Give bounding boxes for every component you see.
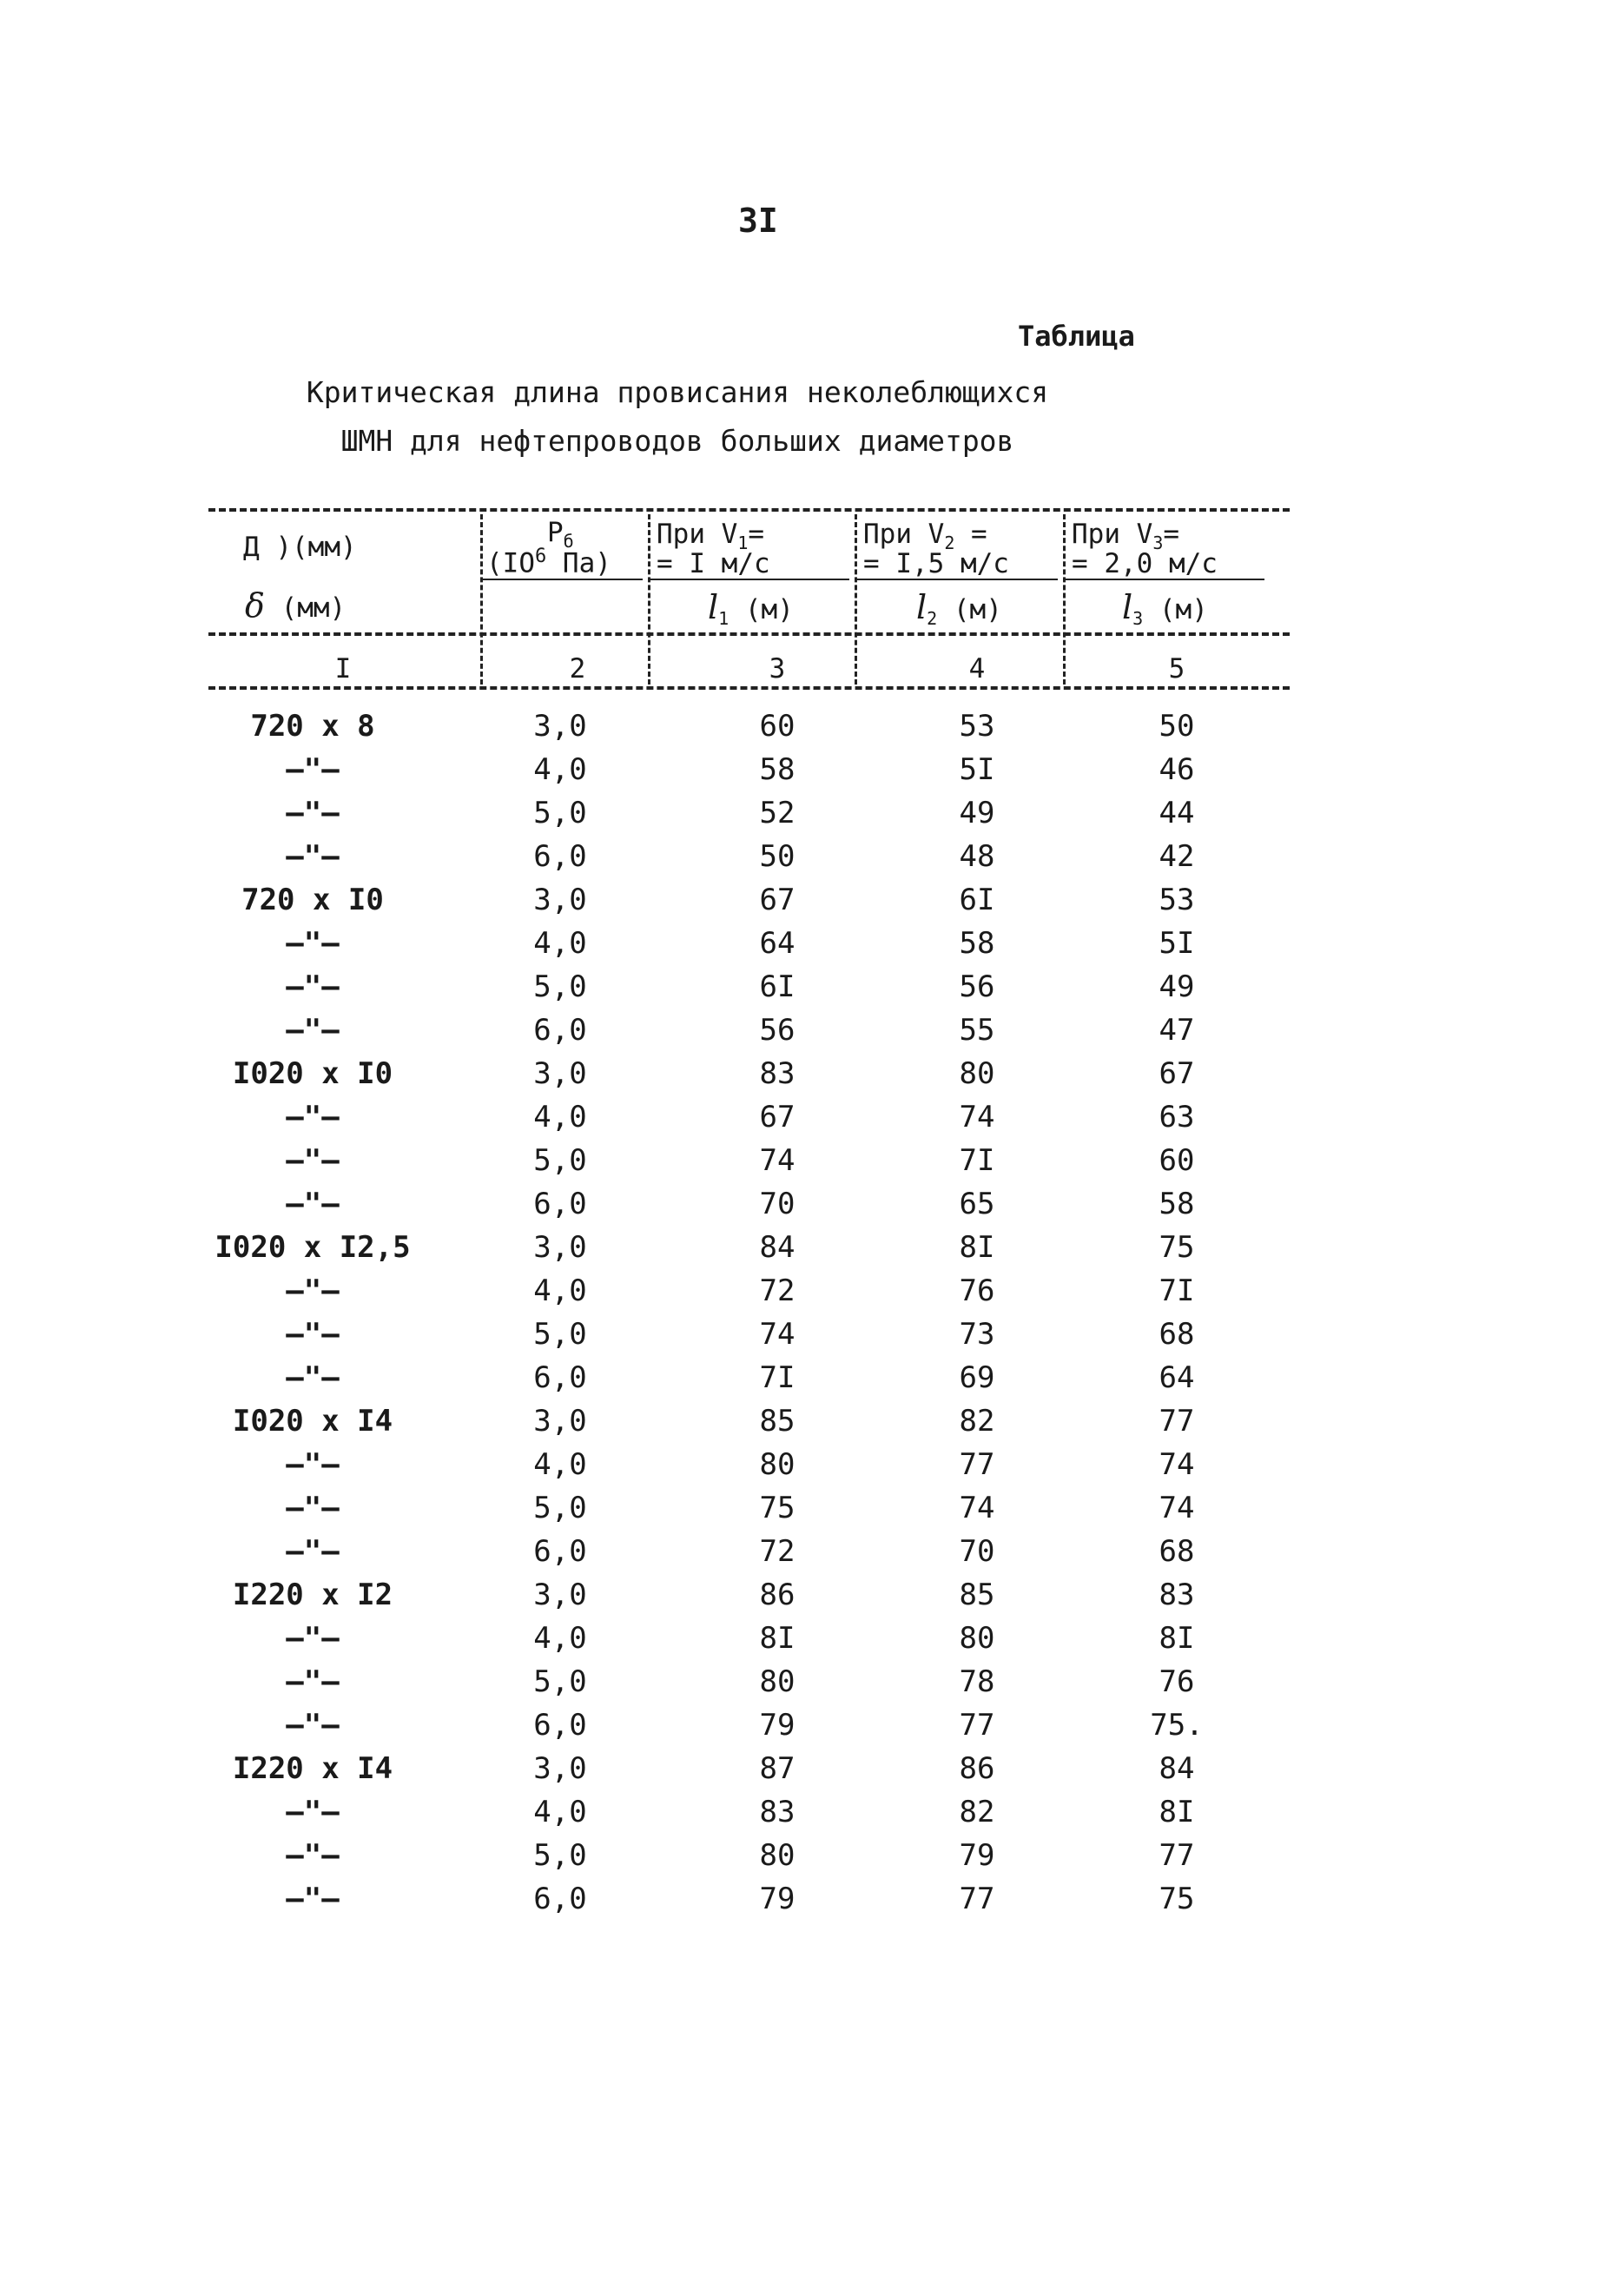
col3-velocity-label: При V bbox=[657, 519, 738, 550]
header-diameter-label: Д )(мм) bbox=[243, 532, 357, 563]
length-l2-cell: 56 bbox=[959, 969, 995, 1004]
pipe-size-cell: –"– bbox=[286, 1838, 340, 1873]
header-col4-length bbox=[916, 588, 1002, 630]
length-l2-cell: 80 bbox=[959, 1621, 995, 1656]
length-l1-cell: 67 bbox=[759, 1100, 795, 1134]
length-l1-cell: 6I bbox=[759, 969, 795, 1004]
pressure-cell: 3,0 bbox=[533, 1578, 587, 1612]
pressure-cell: 3,0 bbox=[533, 1230, 587, 1265]
length-l1-cell: 84 bbox=[759, 1230, 795, 1265]
length-l3-cell: 74 bbox=[1159, 1447, 1195, 1482]
pressure-cell: 3,0 bbox=[533, 883, 587, 917]
pressure-cell: 4,0 bbox=[533, 1100, 587, 1134]
col5-l-symbol: l bbox=[1122, 588, 1133, 626]
table-body bbox=[0, 705, 1624, 1922]
length-l1-cell: 85 bbox=[759, 1404, 795, 1439]
length-l1-cell: 64 bbox=[759, 926, 795, 961]
length-l1-cell: 83 bbox=[759, 1795, 795, 1829]
table-row bbox=[0, 1096, 1624, 1140]
pressure-unit-exp: 6 bbox=[535, 546, 547, 567]
col3-velocity-sub: 1 bbox=[737, 533, 749, 554]
length-l1-cell: 80 bbox=[759, 1838, 795, 1873]
column-number-5: 5 bbox=[1168, 653, 1185, 685]
col3-l-symbol: l bbox=[708, 588, 719, 626]
pressure-cell: 3,0 bbox=[533, 1056, 587, 1091]
table-row bbox=[0, 1009, 1624, 1053]
table-row bbox=[0, 1053, 1624, 1096]
pipe-size-cell: 720 x 8 bbox=[250, 709, 375, 744]
pressure-cell: 6,0 bbox=[533, 1708, 587, 1743]
length-l1-cell: 86 bbox=[759, 1578, 795, 1612]
length-l2-cell: 73 bbox=[959, 1317, 995, 1352]
header-col4-velocity bbox=[863, 521, 987, 552]
length-l2-cell: 55 bbox=[959, 1013, 995, 1048]
length-l2-cell: 69 bbox=[959, 1360, 995, 1395]
table-row bbox=[0, 1574, 1624, 1617]
pipe-size-cell: –"– bbox=[286, 1187, 340, 1221]
length-l2-cell: 70 bbox=[959, 1534, 995, 1569]
length-l2-cell: 7I bbox=[959, 1143, 995, 1178]
table-row bbox=[0, 1357, 1624, 1400]
col5-velocity-label: При V bbox=[1072, 519, 1153, 550]
table-row bbox=[0, 1140, 1624, 1183]
pipe-size-cell: I020 x I4 bbox=[232, 1404, 393, 1439]
table-row bbox=[0, 879, 1624, 923]
length-l3-cell: 58 bbox=[1159, 1187, 1195, 1221]
pipe-size-cell: –"– bbox=[286, 1447, 340, 1482]
length-l1-cell: 56 bbox=[759, 1013, 795, 1048]
pipe-size-cell: I020 x I2,5 bbox=[215, 1230, 411, 1265]
header-bottom-rule bbox=[208, 686, 1290, 690]
pressure-cell: 6,0 bbox=[533, 839, 587, 874]
pressure-cell: 6,0 bbox=[533, 1882, 587, 1916]
col4-l-symbol: l bbox=[916, 588, 928, 626]
pressure-cell: 5,0 bbox=[533, 1838, 587, 1873]
table-row bbox=[0, 1313, 1624, 1357]
pipe-size-cell: I220 x I4 bbox=[232, 1751, 393, 1786]
length-l2-cell: 80 bbox=[959, 1056, 995, 1091]
length-l3-cell: 49 bbox=[1159, 969, 1195, 1004]
pressure-unit-b: Па) bbox=[546, 547, 611, 579]
header-col4-speed: = I,5 м/с bbox=[863, 548, 1009, 579]
length-l3-cell: 75. bbox=[1150, 1708, 1204, 1743]
pressure-sub: б bbox=[563, 531, 574, 552]
length-l2-cell: 85 bbox=[959, 1578, 995, 1612]
length-l2-cell: 65 bbox=[959, 1187, 995, 1221]
length-l1-cell: 74 bbox=[759, 1317, 795, 1352]
col5-velocity-sub: 3 bbox=[1152, 533, 1164, 554]
pipe-size-cell: –"– bbox=[286, 1664, 340, 1699]
col3-velocity-eq: = bbox=[748, 519, 765, 550]
header-col5-speed: = 2,0 м/с bbox=[1072, 548, 1218, 579]
length-l1-cell: 72 bbox=[759, 1273, 795, 1308]
pressure-cell: 5,0 bbox=[533, 1143, 587, 1178]
col5-velocity-eq: = bbox=[1163, 519, 1180, 550]
length-l3-cell: 84 bbox=[1159, 1751, 1195, 1786]
col4-velocity-sub: 2 bbox=[944, 533, 955, 554]
pressure-cell: 4,0 bbox=[533, 1273, 587, 1308]
length-l2-cell: 79 bbox=[959, 1838, 995, 1873]
length-l3-cell: 77 bbox=[1159, 1838, 1195, 1873]
pressure-cell: 4,0 bbox=[533, 926, 587, 961]
length-l1-cell: 60 bbox=[759, 709, 795, 744]
length-l3-cell: 7I bbox=[1159, 1273, 1195, 1308]
length-l3-cell: 63 bbox=[1159, 1100, 1195, 1134]
length-l3-cell: 75 bbox=[1159, 1882, 1195, 1916]
pressure-cell: 5,0 bbox=[533, 1491, 587, 1525]
header-pressure-symbol bbox=[547, 519, 574, 550]
column-separator-1 bbox=[480, 514, 483, 685]
table-row bbox=[0, 923, 1624, 966]
table-row bbox=[0, 1704, 1624, 1748]
header-top-rule bbox=[208, 508, 1290, 512]
length-l1-cell: 70 bbox=[759, 1187, 795, 1221]
length-l2-cell: 82 bbox=[959, 1795, 995, 1829]
table-caption-line-1: Критическая длина провисания неколеблющихся bbox=[306, 375, 1049, 409]
header-col5-length bbox=[1122, 588, 1208, 630]
col3-l-sub: 1 bbox=[718, 608, 729, 630]
length-l1-cell: 87 bbox=[759, 1751, 795, 1786]
table-row bbox=[0, 966, 1624, 1009]
length-l3-cell: 53 bbox=[1159, 883, 1195, 917]
header-col3-speed: = I м/с bbox=[657, 548, 770, 579]
pressure-cell: 5,0 bbox=[533, 1664, 587, 1699]
pipe-size-cell: 720 x I0 bbox=[241, 883, 384, 917]
length-l3-cell: 8I bbox=[1159, 1795, 1195, 1829]
pipe-size-cell: –"– bbox=[286, 926, 340, 961]
col4-l-sub: 2 bbox=[927, 608, 938, 630]
pressure-cell: 3,0 bbox=[533, 709, 587, 744]
header-thickness-unit: (мм) bbox=[281, 592, 347, 624]
header-col3-velocity bbox=[657, 521, 764, 552]
length-l3-cell: 46 bbox=[1159, 752, 1195, 787]
table-row bbox=[0, 1661, 1624, 1704]
table-row bbox=[0, 1835, 1624, 1878]
length-l1-cell: 79 bbox=[759, 1882, 795, 1916]
table-row bbox=[0, 749, 1624, 792]
length-l1-cell: 80 bbox=[759, 1664, 795, 1699]
length-l1-cell: 67 bbox=[759, 883, 795, 917]
table-row bbox=[0, 1487, 1624, 1531]
length-l3-cell: 76 bbox=[1159, 1664, 1195, 1699]
header-pressure-unit bbox=[486, 547, 611, 577]
pressure-p: P bbox=[547, 517, 564, 548]
column-number-3: 3 bbox=[769, 653, 786, 685]
table-row bbox=[0, 1617, 1624, 1661]
length-l3-cell: 50 bbox=[1159, 709, 1195, 744]
pressure-cell: 3,0 bbox=[533, 1751, 587, 1786]
length-l1-cell: 52 bbox=[759, 796, 795, 830]
pipe-size-cell: –"– bbox=[286, 796, 340, 830]
column-separator-4 bbox=[1063, 514, 1066, 685]
length-l3-cell: 5I bbox=[1159, 926, 1195, 961]
length-l2-cell: 5I bbox=[959, 752, 995, 787]
pressure-unit-a: (IO bbox=[486, 547, 535, 579]
pipe-size-cell: –"– bbox=[286, 1100, 340, 1134]
table-row bbox=[0, 1400, 1624, 1444]
length-l2-cell: 76 bbox=[959, 1273, 995, 1308]
length-l2-cell: 77 bbox=[959, 1882, 995, 1916]
length-l2-cell: 49 bbox=[959, 796, 995, 830]
length-l1-cell: 7I bbox=[759, 1360, 795, 1395]
pipe-size-cell: –"– bbox=[286, 1882, 340, 1916]
pipe-size-cell: –"– bbox=[286, 1273, 340, 1308]
length-l2-cell: 6I bbox=[959, 883, 995, 917]
pressure-cell: 4,0 bbox=[533, 1795, 587, 1829]
header-col3-length bbox=[708, 588, 794, 630]
pressure-cell: 4,0 bbox=[533, 1621, 587, 1656]
length-l3-cell: 8I bbox=[1159, 1621, 1195, 1656]
pipe-size-cell: –"– bbox=[286, 1491, 340, 1525]
length-l2-cell: 77 bbox=[959, 1708, 995, 1743]
column-number-4: 4 bbox=[968, 653, 986, 685]
table-row bbox=[0, 1748, 1624, 1791]
length-l3-cell: 68 bbox=[1159, 1317, 1195, 1352]
length-l2-cell: 86 bbox=[959, 1751, 995, 1786]
length-l2-cell: 82 bbox=[959, 1404, 995, 1439]
header-thickness-label bbox=[245, 586, 347, 625]
length-l3-cell: 77 bbox=[1159, 1404, 1195, 1439]
length-l3-cell: 44 bbox=[1159, 796, 1195, 830]
table-row bbox=[0, 1270, 1624, 1313]
length-l2-cell: 77 bbox=[959, 1447, 995, 1482]
length-l2-cell: 74 bbox=[959, 1100, 995, 1134]
pipe-size-cell: I020 x I0 bbox=[232, 1056, 393, 1091]
col5-l-sub: 3 bbox=[1132, 608, 1144, 630]
table-row bbox=[0, 1444, 1624, 1487]
length-l1-cell: 83 bbox=[759, 1056, 795, 1091]
page-number: 3I bbox=[738, 202, 778, 240]
pipe-size-cell: –"– bbox=[286, 1013, 340, 1048]
table-label: Таблица bbox=[1018, 320, 1135, 353]
length-l3-cell: 60 bbox=[1159, 1143, 1195, 1178]
pressure-cell: 5,0 bbox=[533, 796, 587, 830]
pipe-size-cell: –"– bbox=[286, 1143, 340, 1178]
column-separator-3 bbox=[855, 514, 857, 685]
length-l3-cell: 64 bbox=[1159, 1360, 1195, 1395]
length-l1-cell: 80 bbox=[759, 1447, 795, 1482]
col4-l-unit: (м) bbox=[953, 594, 1002, 625]
length-l3-cell: 75 bbox=[1159, 1230, 1195, 1265]
pressure-cell: 4,0 bbox=[533, 1447, 587, 1482]
length-l1-cell: 74 bbox=[759, 1143, 795, 1178]
col4-velocity-eq: = bbox=[954, 519, 987, 550]
table-row bbox=[0, 1183, 1624, 1227]
length-l1-cell: 75 bbox=[759, 1491, 795, 1525]
col3-l-unit: (м) bbox=[744, 594, 794, 625]
length-l2-cell: 53 bbox=[959, 709, 995, 744]
table-row bbox=[0, 705, 1624, 749]
table-row bbox=[0, 792, 1624, 836]
length-l3-cell: 83 bbox=[1159, 1578, 1195, 1612]
pipe-size-cell: –"– bbox=[286, 1621, 340, 1656]
length-l3-cell: 68 bbox=[1159, 1534, 1195, 1569]
pressure-cell: 5,0 bbox=[533, 1317, 587, 1352]
pressure-cell: 6,0 bbox=[533, 1360, 587, 1395]
pressure-cell: 5,0 bbox=[533, 969, 587, 1004]
length-l3-cell: 47 bbox=[1159, 1013, 1195, 1048]
length-l2-cell: 74 bbox=[959, 1491, 995, 1525]
pipe-size-cell: –"– bbox=[286, 1317, 340, 1352]
column-separator-2 bbox=[648, 514, 650, 685]
length-l2-cell: 48 bbox=[959, 839, 995, 874]
pipe-size-cell: –"– bbox=[286, 969, 340, 1004]
pressure-cell: 6,0 bbox=[533, 1187, 587, 1221]
pipe-size-cell: –"– bbox=[286, 839, 340, 874]
length-l3-cell: 42 bbox=[1159, 839, 1195, 874]
pipe-size-cell: –"– bbox=[286, 1534, 340, 1569]
length-l2-cell: 58 bbox=[959, 926, 995, 961]
length-l3-cell: 67 bbox=[1159, 1056, 1195, 1091]
pressure-cell: 6,0 bbox=[533, 1013, 587, 1048]
length-l1-cell: 72 bbox=[759, 1534, 795, 1569]
table-row bbox=[0, 1227, 1624, 1270]
table-row bbox=[0, 1531, 1624, 1574]
col4-velocity-label: При V bbox=[863, 519, 945, 550]
pressure-cell: 3,0 bbox=[533, 1404, 587, 1439]
column-number-1: I bbox=[334, 653, 352, 685]
col5-l-unit: (м) bbox=[1159, 594, 1208, 625]
table-row bbox=[0, 1791, 1624, 1835]
pressure-cell: 6,0 bbox=[533, 1534, 587, 1569]
table-row bbox=[0, 1878, 1624, 1922]
delta-symbol: δ bbox=[245, 586, 265, 625]
length-l2-cell: 8I bbox=[959, 1230, 995, 1265]
length-l1-cell: 79 bbox=[759, 1708, 795, 1743]
header-middle-rule bbox=[208, 632, 1290, 636]
pipe-size-cell: –"– bbox=[286, 752, 340, 787]
table-caption-line-2: ШМН для нефтепроводов больших диаметров bbox=[340, 424, 1014, 458]
table-row bbox=[0, 836, 1624, 879]
length-l1-cell: 50 bbox=[759, 839, 795, 874]
length-l2-cell: 78 bbox=[959, 1664, 995, 1699]
pressure-cell: 4,0 bbox=[533, 752, 587, 787]
pipe-size-cell: –"– bbox=[286, 1795, 340, 1829]
length-l3-cell: 74 bbox=[1159, 1491, 1195, 1525]
column-number-2: 2 bbox=[569, 653, 586, 685]
pipe-size-cell: –"– bbox=[286, 1708, 340, 1743]
length-l1-cell: 8I bbox=[759, 1621, 795, 1656]
pipe-size-cell: –"– bbox=[286, 1360, 340, 1395]
pipe-size-cell: I220 x I2 bbox=[232, 1578, 393, 1612]
header-col5-velocity bbox=[1072, 521, 1179, 552]
length-l1-cell: 58 bbox=[759, 752, 795, 787]
